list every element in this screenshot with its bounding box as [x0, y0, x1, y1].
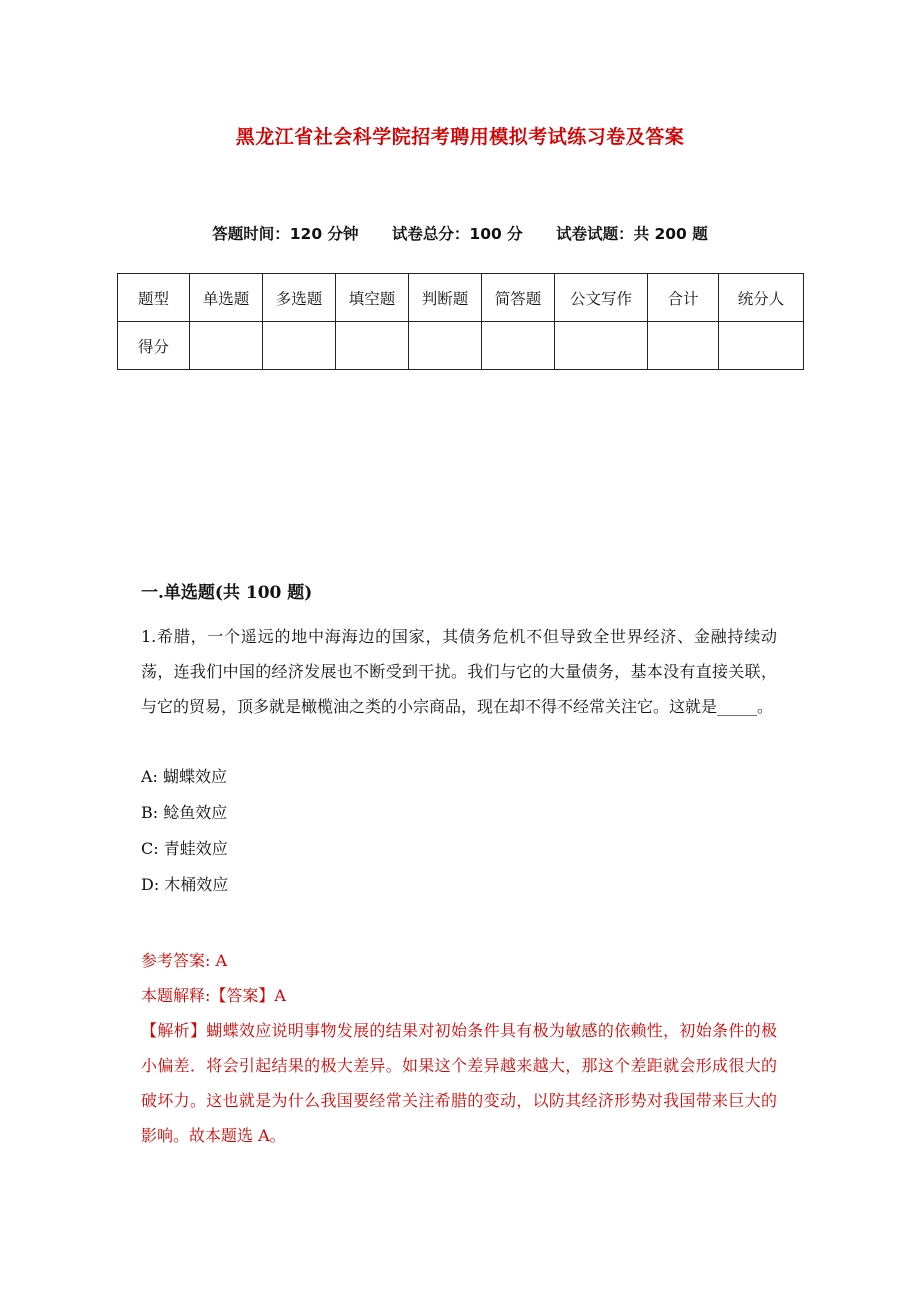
header-cell: 填空题	[336, 274, 409, 322]
score-cell[interactable]	[719, 322, 804, 370]
score-cell[interactable]	[190, 322, 263, 370]
option-b: B: 鲶鱼效应	[141, 803, 228, 822]
exam-time: 答题时间：120 分钟	[212, 225, 359, 243]
score-table-score-row	[118, 322, 804, 370]
question-text: 1.希腊，一个遥远的地中海海边的国家，其债务危机不但导致全世界经济、金融持续动荡，连我们中国的经济发展也不断受到干扰。我们与它的大量债务，基本没有直接关联，与它的贸易，顶多就是橄榄油之类的小宗商品，现在却不得不经常关注它。这就是_____。	[141, 627, 777, 716]
exam-meta	[0, 222, 920, 244]
reference-answer: 参考答案: A	[141, 951, 228, 970]
score-cell[interactable]	[263, 322, 336, 370]
header-cell: 公文写作	[555, 274, 648, 322]
exam-question-count: 试卷试题：共 200 题	[556, 225, 708, 243]
score-cell[interactable]	[648, 322, 719, 370]
option-a: A: 蝴蝶效应	[141, 767, 228, 786]
explanation-header: 本题解释:【答案】A	[141, 986, 286, 1005]
question-options	[141, 759, 228, 903]
score-cell[interactable]	[336, 322, 409, 370]
row-label-cell: 得分	[118, 322, 190, 370]
score-cell[interactable]	[555, 322, 648, 370]
header-cell: 简答题	[482, 274, 555, 322]
score-table	[117, 273, 804, 370]
page-title: 黑龙江省社会科学院招考聘用模拟考试练习卷及答案	[235, 126, 685, 148]
answer-block	[141, 943, 777, 1153]
header-cell: 合计	[648, 274, 719, 322]
header-cell: 题型	[118, 274, 190, 322]
header-cell: 多选题	[263, 274, 336, 322]
score-table-header-row	[118, 274, 804, 322]
header-cell: 统分人	[719, 274, 804, 322]
header-cell: 判断题	[409, 274, 482, 322]
option-c: C: 青蛙效应	[141, 839, 228, 858]
header-cell: 单选题	[190, 274, 263, 322]
explanation-analysis: 【解析】蝴蝶效应说明事物发展的结果对初始条件具有极为敏感的依赖性，初始条件的极小偏差．将会引起结果的极大差异。如果这个差异越来越大，那这个差距就会形成很大的破坏力。这也就是为什么我国要经常关注希腊的变动，以防其经济形势对我国带来巨大的影响。故本题选 A。	[141, 1021, 777, 1145]
score-cell[interactable]	[482, 322, 555, 370]
score-cell[interactable]	[409, 322, 482, 370]
exam-total-score: 试卷总分：100 分	[391, 225, 523, 243]
section-heading: 一.单选题(共 100 题)	[141, 583, 313, 603]
option-d: D: 木桶效应	[141, 875, 229, 894]
